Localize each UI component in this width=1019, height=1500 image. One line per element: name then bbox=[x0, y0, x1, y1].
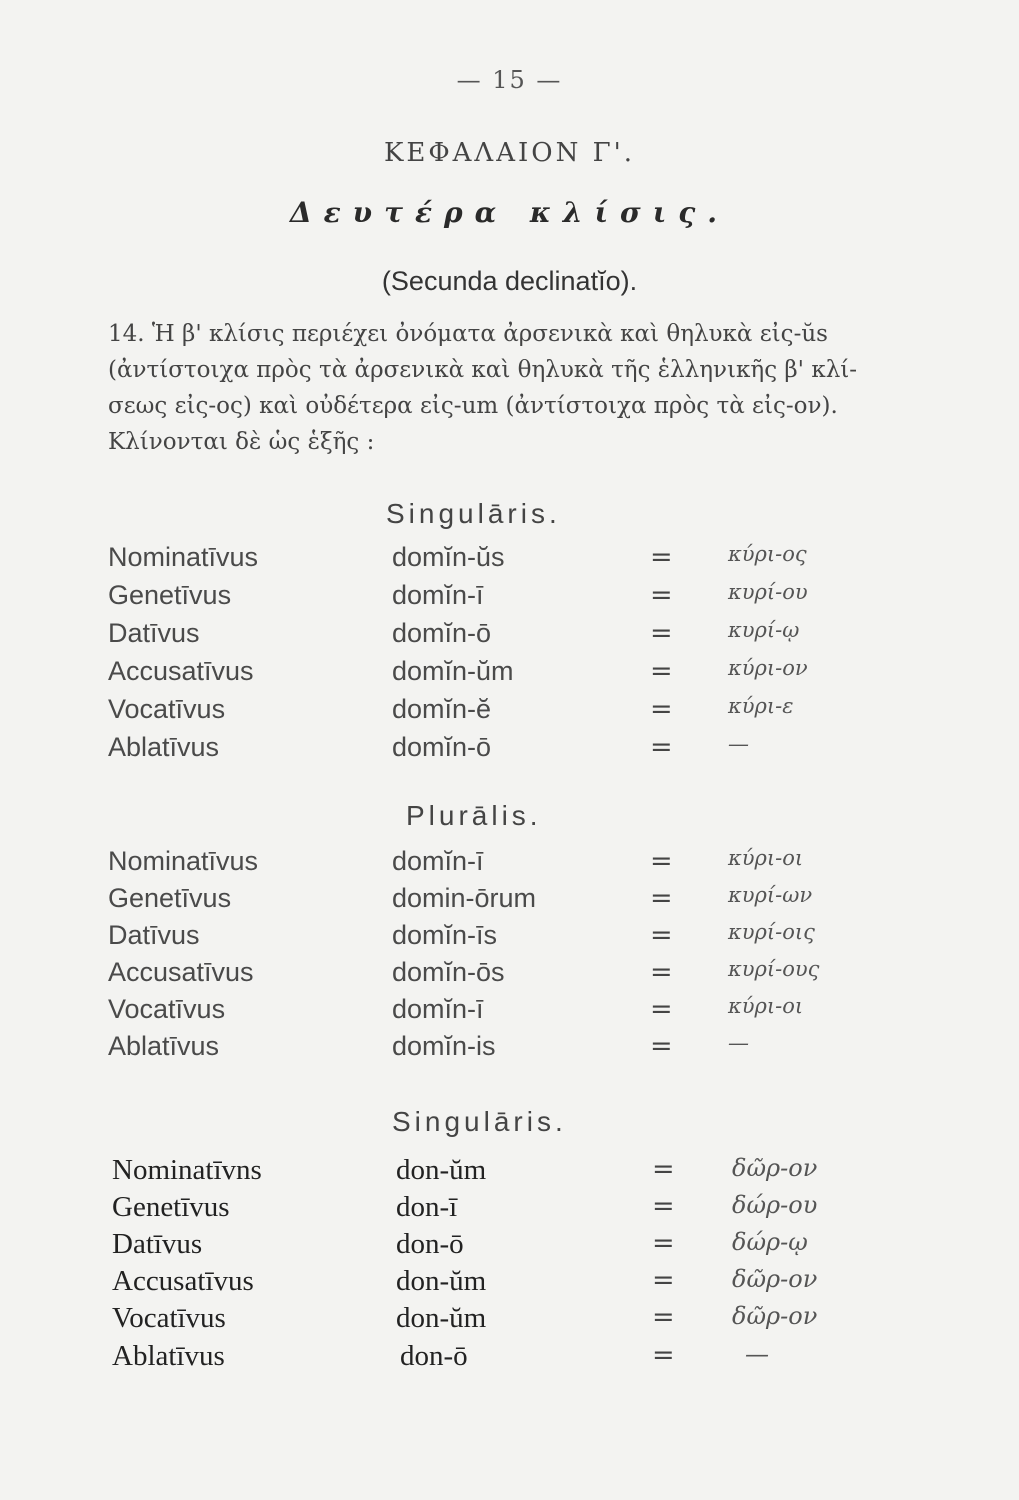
greek-form: κυρί-οις bbox=[728, 920, 815, 944]
equals-sign: = bbox=[650, 694, 673, 725]
section-heading-pluralis: Plurālis. bbox=[406, 800, 542, 831]
equals-sign: = bbox=[652, 1191, 675, 1222]
case-name: Ablatīvus bbox=[108, 732, 220, 762]
table-row bbox=[0, 883, 1019, 921]
case-name: Genetīvus bbox=[108, 580, 232, 610]
latin-form: domĭn-ī bbox=[392, 846, 484, 876]
latin-form: don-ŭm bbox=[396, 1302, 487, 1334]
table-row bbox=[0, 920, 1019, 958]
equals-sign: = bbox=[650, 656, 673, 687]
case-name: Ablatīvus bbox=[108, 1031, 220, 1061]
latin-form: don-ŭm bbox=[396, 1154, 487, 1186]
table-row bbox=[0, 1031, 1019, 1069]
equals-sign: = bbox=[650, 542, 673, 573]
intro-paragraph bbox=[108, 316, 898, 460]
greek-form: — bbox=[728, 1031, 749, 1055]
equals-sign: = bbox=[652, 1265, 675, 1296]
equals-sign: = bbox=[650, 846, 673, 877]
equals-sign: = bbox=[652, 1302, 675, 1333]
equals-sign: = bbox=[650, 994, 673, 1025]
page-number: — 15 — bbox=[456, 66, 563, 94]
case-name: Accusatīvus bbox=[112, 1265, 254, 1297]
case-name: Vocatīvus bbox=[112, 1302, 226, 1334]
case-name: Accusatīvus bbox=[108, 957, 254, 987]
latin-form: don-ŭm bbox=[396, 1265, 487, 1297]
greek-form: κύρι-οι bbox=[728, 994, 804, 1018]
table-row bbox=[0, 732, 1019, 770]
greek-form: κυρί-ῳ bbox=[728, 618, 800, 642]
greek-form: κύρι-ος bbox=[728, 542, 807, 566]
equals-sign: = bbox=[650, 957, 673, 988]
greek-form: δῶρ-ον bbox=[732, 1302, 818, 1330]
greek-form: δώρ-ου bbox=[732, 1191, 818, 1219]
greek-form: κύρι-οι bbox=[728, 846, 804, 870]
equals-sign: = bbox=[650, 732, 673, 763]
latin-form: domĭn-ĕ bbox=[392, 694, 492, 724]
table-row bbox=[0, 1340, 1019, 1378]
greek-form: κυρί-ου bbox=[728, 580, 808, 604]
case-name: Vocatīvus bbox=[108, 694, 226, 724]
table-row bbox=[0, 1191, 1019, 1229]
greek-form: δῶρ-ον bbox=[732, 1154, 818, 1182]
latin-form: domĭn-ŭm bbox=[392, 656, 514, 686]
latin-form: don-ī bbox=[396, 1191, 458, 1223]
greek-form: κύρι-ον bbox=[728, 656, 808, 680]
greek-form: δῶρ-ον bbox=[732, 1265, 818, 1293]
table-row bbox=[0, 1228, 1019, 1266]
section-heading-singularis-donum: Singulāris. bbox=[392, 1106, 567, 1137]
table-row bbox=[0, 656, 1019, 694]
latin-title: (Secunda declinatĭo). bbox=[381, 266, 638, 296]
equals-sign: = bbox=[652, 1340, 675, 1371]
case-name: Ablatīvus bbox=[112, 1340, 225, 1372]
paragraph-line: 14. Ἡ β' κλίσις περιέχει ὀνόματα ἀρσενικὰ καὶ θηλυκὰ εἰς-ŭs bbox=[108, 321, 828, 347]
table-row bbox=[0, 580, 1019, 618]
greek-form: κυρί-ους bbox=[728, 957, 820, 981]
table-row bbox=[0, 694, 1019, 732]
latin-form: domĭn-ōs bbox=[392, 957, 505, 987]
table-row bbox=[0, 957, 1019, 995]
latin-form: domĭn-ō bbox=[392, 732, 492, 762]
case-name: Datīvus bbox=[108, 618, 200, 648]
latin-form: domĭn-is bbox=[392, 1031, 496, 1061]
table-row bbox=[0, 994, 1019, 1032]
table-row bbox=[0, 1265, 1019, 1303]
greek-form: κύρι-ε bbox=[728, 694, 794, 718]
table-row bbox=[0, 1302, 1019, 1340]
case-name: Datīvus bbox=[108, 920, 200, 950]
case-name: Genetīvus bbox=[112, 1191, 230, 1223]
greek-form: — bbox=[728, 732, 749, 756]
case-name: Genetīvus bbox=[108, 883, 232, 913]
paragraph-line: σεως εἰς-ος) καὶ οὐδέτερα εἰς-um (ἀντίστοιχα πρὸς τὰ εἰς-ον). bbox=[108, 393, 838, 419]
latin-form: domĭn-ŭs bbox=[392, 542, 505, 572]
case-name: Nominatīvus bbox=[108, 846, 259, 876]
latin-form: domĭn-ī bbox=[392, 580, 484, 610]
latin-form: don-ō bbox=[400, 1340, 468, 1372]
greek-form: — bbox=[745, 1340, 769, 1368]
latin-form: domin-ōrum bbox=[392, 883, 537, 913]
paragraph-line: (ἀντίστοιχα πρὸς τὰ ἀρσενικὰ καὶ θηλυκὰ τῆς ἑλληνικῆς β' κλί- bbox=[108, 357, 858, 383]
case-name: Vocatīvus bbox=[108, 994, 226, 1024]
case-name: Datīvus bbox=[112, 1228, 203, 1260]
greek-form: δώρ-ῳ bbox=[732, 1228, 808, 1256]
equals-sign: = bbox=[650, 920, 673, 951]
section-title: Δευτέρα κλίσις. bbox=[289, 196, 730, 229]
table-row bbox=[0, 846, 1019, 884]
table-row bbox=[0, 618, 1019, 656]
case-name: Nominatīvns bbox=[112, 1154, 262, 1186]
equals-sign: = bbox=[650, 618, 673, 649]
table-row bbox=[0, 542, 1019, 580]
case-name: Nominatīvus bbox=[108, 542, 259, 572]
equals-sign: = bbox=[650, 883, 673, 914]
equals-sign: = bbox=[652, 1154, 675, 1185]
latin-form: domĭn-ō bbox=[392, 618, 492, 648]
table-row bbox=[0, 1154, 1019, 1192]
paragraph-line: Κλίνονται δὲ ὡς ἑξῆς : bbox=[108, 429, 375, 455]
latin-form: domĭn-īs bbox=[392, 920, 498, 950]
equals-sign: = bbox=[650, 580, 673, 611]
greek-form: κυρί-ων bbox=[728, 883, 813, 907]
section-heading-singularis: Singulāris. bbox=[386, 498, 561, 529]
equals-sign: = bbox=[652, 1228, 675, 1259]
latin-form: don-ō bbox=[396, 1228, 464, 1260]
chapter-heading: ΚΕΦΑΛΑΙΟΝ Γ'. bbox=[383, 138, 636, 168]
case-name: Accusatīvus bbox=[108, 656, 254, 686]
equals-sign: = bbox=[650, 1031, 673, 1062]
latin-form: domĭn-ī bbox=[392, 994, 484, 1024]
